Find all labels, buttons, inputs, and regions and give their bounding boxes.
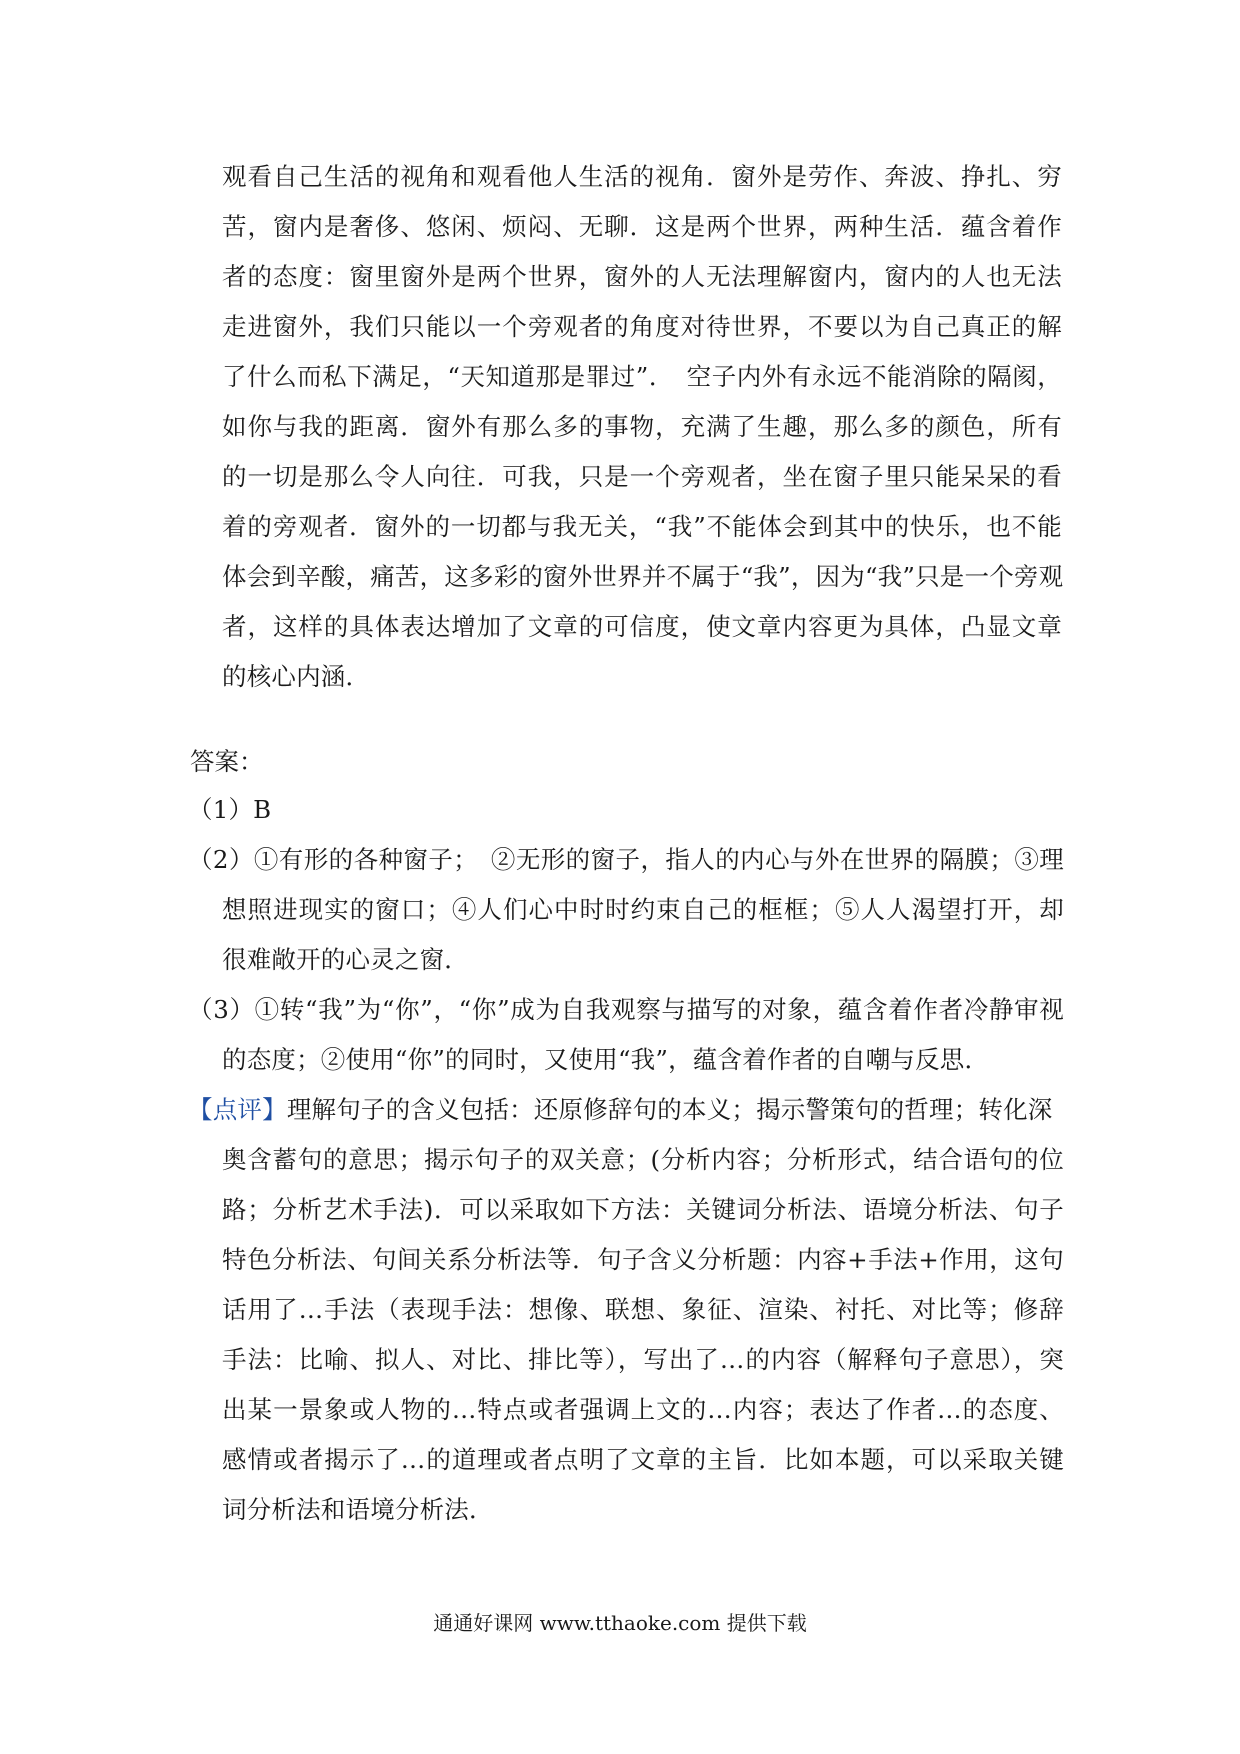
comment-line: 路；分析艺术手法)．可以采取如下方法：关键词分析法、语境分析法、句子 xyxy=(222,1195,1064,1224)
comment-text: 理解句子的含义包括：还原修辞句的本义；揭示警策句的哲理；转化深 xyxy=(286,1095,1053,1124)
answer-item-3 xyxy=(188,985,1064,1085)
analysis-line: 的一切是那么令人向往．可我，只是一个旁观者，坐在窗子里只能呆呆的看 xyxy=(222,462,1062,491)
analysis-line: 者，这样的具体表达增加了文章的可信度，使文章内容更为具体，凸显文章 xyxy=(222,612,1062,641)
analysis-line: 体会到辛酸，痛苦，这多彩的窗外世界并不属于“我”，因为“我”只是一个旁观 xyxy=(222,562,1064,591)
page-footer: 通通好课网 www.tthaoke.com 提供下载 xyxy=(433,1611,807,1635)
analysis-line: 着的旁观者．窗外的一切都与我无关，“我”不能体会到其中的快乐，也不能 xyxy=(222,512,1062,541)
answer-item-1 xyxy=(188,785,1064,835)
analysis-line: 者的态度：窗里窗外是两个世界，窗外的人无法理解窗内，窗内的人也无法 xyxy=(222,262,1062,291)
answer-line: 想照进现实的窗口；④人们心中时时约束自己的框框；⑤人人渴望打开，却 xyxy=(222,895,1064,924)
analysis-line: 走进窗外，我们只能以一个旁观者的角度对待世界，不要以为自己真正的解 xyxy=(222,312,1062,341)
comment-first-line xyxy=(188,1085,1064,1135)
answer-line: 的态度；②使用“你”的同时，又使用“我”，蕴含着作者的自嘲与反思． xyxy=(222,1045,990,1074)
comment-line: 奥含蓄句的意思；揭示句子的双关意；(分析内容；分析形式，结合语句的位 xyxy=(222,1145,1064,1174)
analysis-line: 观看自己生活的视角和观看他人生活的视角．窗外是劳作、奔波、挣扎、穷 xyxy=(222,162,1062,191)
comment-line: 手法：比喻、拟人、对比、排比等），写出了…的内容（解释句子意思），突 xyxy=(222,1345,1064,1374)
comment-line: 特色分析法、句间关系分析法等．句子含义分析题：内容+手法+作用，这句 xyxy=(222,1245,1064,1274)
analysis-line: 的核心内涵． xyxy=(222,662,371,691)
answer-line: 很难敞开的心灵之窗． xyxy=(222,945,469,974)
answer-heading: 答案： xyxy=(190,747,264,776)
answer-line: （3）①转“我”为“你”，“你”成为自我观察与描写的对象，蕴含着作者冷静审视 xyxy=(188,995,1064,1024)
comment-block xyxy=(188,1085,1064,1535)
comment-line: 出某一景象或人物的…特点或者强调上文的…内容；表达了作者…的态度、 xyxy=(222,1395,1064,1424)
answer-item-2 xyxy=(188,835,1064,985)
answer-list xyxy=(188,785,1064,1535)
answer-line: （2）①有形的各种窗子； ②无形的窗子，指人的内心与外在世界的隔膜；③理 xyxy=(188,845,1064,874)
comment-tag: 【点评】 xyxy=(188,1095,287,1124)
comment-line: 话用了…手法（表现手法：想像、联想、象征、渲染、衬托、对比等；修辞 xyxy=(222,1295,1064,1324)
analysis-paragraph xyxy=(222,152,1062,702)
analysis-line: 苦，窗内是奢侈、悠闲、烦闷、无聊．这是两个世界，两种生活．蕴含着作 xyxy=(222,212,1062,241)
comment-line: 感情或者揭示了…的道理或者点明了文章的主旨．比如本题，可以采取关键 xyxy=(222,1445,1064,1474)
answer-line: （1）B xyxy=(188,795,272,824)
comment-line: 词分析法和语境分析法． xyxy=(222,1495,494,1524)
analysis-line: 了什么而私下满足，“天知道那是罪过”． 空子内外有永远不能消除的隔阂， xyxy=(222,362,1062,391)
analysis-line: 如你与我的距离．窗外有那么多的事物，充满了生趣，那么多的颜色，所有 xyxy=(222,412,1062,441)
